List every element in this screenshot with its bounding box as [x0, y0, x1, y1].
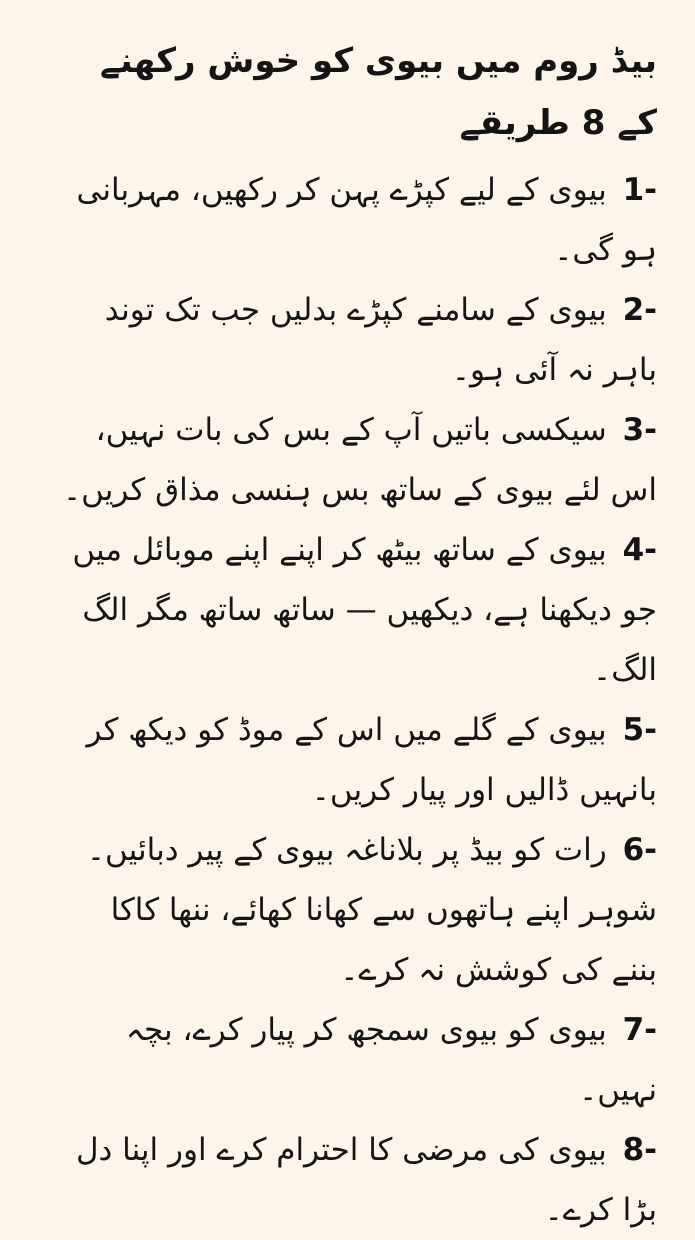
list-item: [62, 280, 657, 400]
tips-list: [62, 160, 657, 1240]
item-text: سیکسی باتیں آپ کے بس کی بات نہیں، اس لئے بیوی کے ساتھ بس ہنسی مذاق کریں۔: [62, 412, 657, 508]
item-text: بیوی کی مرضی کا احترام کرے اور اپنا دل بڑا کرے۔: [75, 1132, 657, 1228]
list-item: [62, 520, 657, 700]
item-text: بیوی کے لیے کپڑے پہن کر رکھیں، مہربانی ہو گی۔: [76, 172, 657, 268]
item-number: 1-: [622, 172, 657, 208]
item-text: بیوی کے گلے میں اس کے موڈ کو دیکھ کر بانہیں ڈالیں اور پیار کریں۔: [86, 712, 657, 808]
list-item: [62, 400, 657, 520]
item-text: بیوی کو بیوی سمجھ کر پیار کرے، بچہ نہیں۔: [125, 1012, 657, 1108]
list-item: [62, 820, 657, 1000]
item-number: 5-: [622, 712, 657, 748]
item-number: 2-: [622, 292, 657, 328]
list-item: [62, 1120, 657, 1240]
item-number: 8-: [622, 1132, 657, 1168]
item-number: 7-: [622, 1012, 657, 1048]
list-item: [62, 700, 657, 820]
item-text: رات کو بیڈ پر بلاناغہ بیوی کے پیر دبائیں۔ شوہر اپنے ہاتھوں سے کھانا کھائے، ننھا کاکا بننے کی کوشش نہ کرے۔: [86, 832, 657, 988]
list-item: [62, 160, 657, 280]
item-number: 6-: [622, 832, 657, 868]
item-text: بیوی کے سامنے کپڑے بدلیں جب تک توند باہر نہ آئی ہو۔: [104, 292, 657, 388]
item-text: بیوی کے ساتھ بیٹھ کر اپنے اپنے موبائل میں جو دیکھنا ہے، دیکھیں — ساتھ ساتھ مگر الگ الگ۔: [72, 532, 657, 688]
item-number: 3-: [622, 412, 657, 448]
document-title: بیڈ روم میں بیوی کو خوش رکھنے کے 8 طریقے: [100, 41, 657, 143]
list-item: [62, 1000, 657, 1120]
item-number: 4-: [622, 532, 657, 568]
